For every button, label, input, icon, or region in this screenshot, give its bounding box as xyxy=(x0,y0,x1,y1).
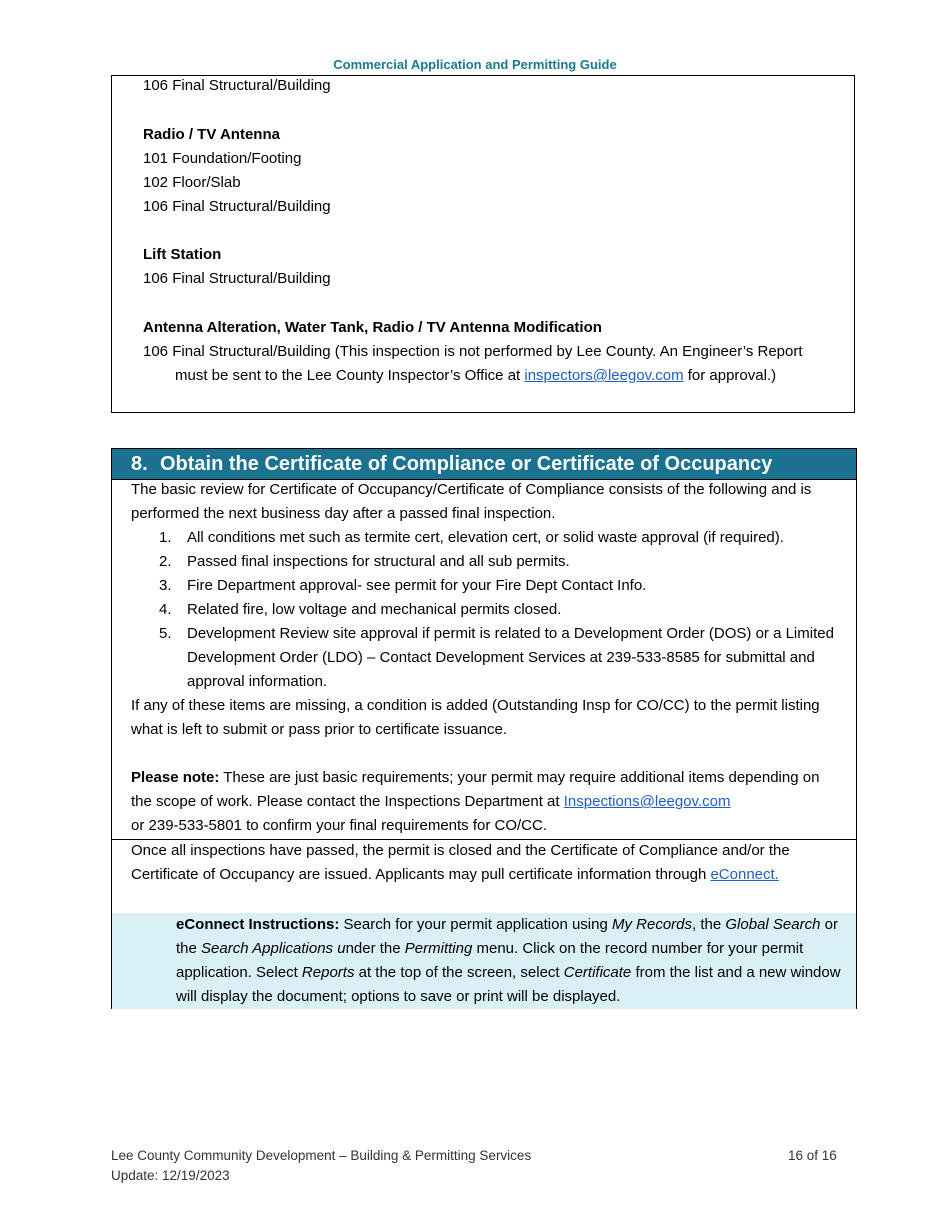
inspection-item: 106 Final Structural/Building xyxy=(143,270,331,287)
list-item: 4. Related fire, low voltage and mechanical permits closed. xyxy=(159,601,562,618)
econnect-instructions-box xyxy=(112,913,856,1009)
antenna-text-line2: must be sent to the Lee County Inspector’s Office at inspectors@leegov.com for approval.) xyxy=(175,367,777,384)
econnect-instructions-text: eConnect Instructions: Search for your permit application using My Records, the Global Search or the Search Applications under the Permitting menu. Click on the record number for your permit application. Select Reports at the top of the screen, select Certificate from the list and a new window will display the document; options to save or print will be displayed. xyxy=(176,916,841,1005)
section-8-certificate xyxy=(111,448,857,1009)
footer-organization: Lee County Community Development – Building & Permitting Services xyxy=(111,1148,532,1163)
list-item: 5. Development Review site approval if permit is related to a Development Order (DOS) or a Limited Development Order (LDO) – Contact Development Services at 239-533-8585 for submittal and approval information. xyxy=(159,625,834,690)
missing-items-paragraph: If any of these items are missing, a condition is added (Outstanding Insp for CO/CC) to the permit listing what is left to submit or pass prior to certificate issuance. xyxy=(131,697,820,738)
section-8-title-bar xyxy=(112,449,856,480)
please-note-label: Please note: xyxy=(131,769,220,786)
requirements-list xyxy=(131,526,841,694)
certificate-issued-paragraph: Once all inspections have passed, the permit is closed and the Certificate of Compliance and/or the Certificate of Occupancy are issued. Applicants may pull certificate information through eConnect. xyxy=(131,842,790,883)
list-item: 1. All conditions met such as termite cert, elevation cert, or solid waste approval (if required). xyxy=(159,529,784,546)
section-intro: The basic review for Certificate of Occupancy/Certificate of Compliance consists of the following and is performed the next business day after a passed final inspection. xyxy=(131,481,812,522)
inspection-item: 102 Floor/Slab xyxy=(143,174,241,191)
inspection-item: 106 Final Structural/Building xyxy=(143,198,331,215)
inspection-item: 106 Final Structural/Building xyxy=(143,77,331,94)
econnect-link[interactable]: eConnect. xyxy=(710,866,779,883)
please-note-paragraph: Please note: These are just basic requirements; your permit may require additional items depending on the scope of work. Please contact the Inspections Department at Inspections@leegov.com or 239-533-5801 to confirm your final requirements for CO/CC. xyxy=(131,769,820,834)
inspection-list-box xyxy=(111,75,855,413)
inspections-email-link[interactable]: Inspections@leegov.com xyxy=(563,793,731,810)
footer-update-date: Update: 12/19/2023 xyxy=(111,1168,230,1183)
antenna-alteration-text xyxy=(143,340,843,388)
page-number: 16 of 16 xyxy=(788,1148,837,1163)
inspectors-email-link[interactable]: inspectors@leegov.com xyxy=(524,367,684,384)
econnect-instructions-label: eConnect Instructions: xyxy=(176,916,340,933)
list-item: 2. Passed final inspections for structural and all sub permits. xyxy=(159,553,570,570)
antenna-text-line1: 106 Final Structural/Building (This inspection is not performed by Lee County. An Engineer’s Report xyxy=(143,343,803,360)
lift-station-heading: Lift Station xyxy=(143,246,222,263)
list-item: 3. Fire Department approval- see permit for your Fire Dept Contact Info. xyxy=(159,577,647,594)
section-number: 8. xyxy=(131,453,148,475)
inspection-item: 101 Foundation/Footing xyxy=(143,150,302,167)
document-header-title: Commercial Application and Permitting Guide xyxy=(333,57,617,72)
radio-tv-antenna-heading: Radio / TV Antenna xyxy=(143,126,280,143)
section-title: Obtain the Certificate of Compliance or Certificate of Occupancy xyxy=(160,453,773,475)
antenna-alteration-heading: Antenna Alteration, Water Tank, Radio / TV Antenna Modification xyxy=(143,319,602,336)
